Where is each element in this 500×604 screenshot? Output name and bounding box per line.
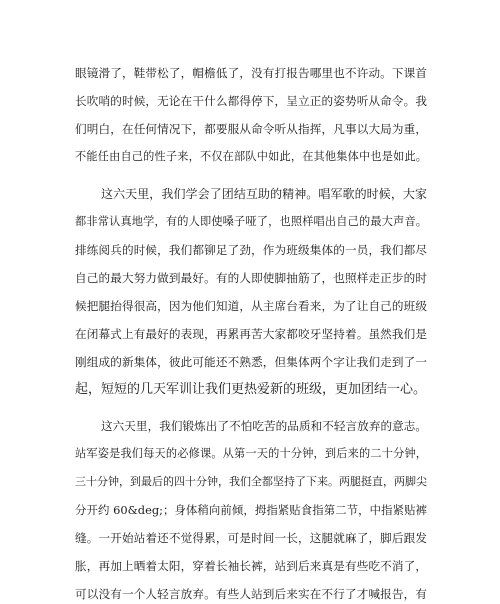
text-line: 在闭幕式上有最好的表现，再累再苦大家都咬牙坚持着。虽然我们是: [75, 327, 427, 341]
text-line: 这六天里，我们学会了团结互助的精神。唱军歌的时候，大家: [101, 187, 427, 201]
text-line: 刚组成的新集体，彼此可能还不熟悉，但集体两个字让我们走到了一: [75, 355, 427, 369]
text-line: 不能任由自己的性子来，不仅在部队中如此，在其他集体中也是如此。: [75, 150, 427, 163]
text-line: 排练阅兵的时候，我们都铆足了劲，作为班级集体的一员，我们都尽: [75, 243, 427, 257]
text-line: 们明白，在任何情况下，都要服从命令听从指挥，凡事以大局为重，: [75, 122, 427, 136]
text-line: 自己的最大努力做到最好。有的人即使脚抽筋了，也照样走正步的时: [75, 271, 427, 285]
text-line: 可以没有一个人轻言放弃。有些人站到后来实在不行了才喊报告，有: [75, 587, 427, 601]
text-line: 都非常认真地学，有的人即使嗓子哑了，也照样唱出自己的最大声音。: [75, 215, 427, 228]
text-line: 站军姿是我们每天的必修课。从第一天的十分钟，到后来的二十分钟，: [75, 447, 427, 460]
text-line: 长吹哨的时候，无论在干什么都得停下，呈立正的姿势听从命令。我: [75, 94, 427, 108]
text-line: 这六天里，我们锻炼出了不怕吃苦的品质和不轻言放弃的意志。: [101, 419, 427, 433]
text-line: 候把腿抬得很高，因为他们知道，从主席台看来，为了让自己的班级: [75, 299, 427, 313]
text-line: 眼镜滑了，鞋带松了，帽檐低了，没有打报告哪里也不许动。下课首: [75, 66, 427, 80]
text-line: 三十分钟，到最后的四十分钟，我们全都坚持了下来。两腿挺直，两脚尖: [75, 475, 427, 488]
text-line: 胀，再加上晒着太阳，穿着长袖长裤，站到后来真是有些吃不消了，: [75, 559, 427, 573]
text-line: 缝。一开始站着还不觉得累，可是时间一长，这腿就麻了，脚后跟发: [75, 531, 427, 545]
text-line: 分开约 60&deg;；身体稍向前倾，拇指紧贴食指第二节，中指紧贴裤: [75, 503, 427, 517]
text-line: 起，短短的几天军训让我们更热爱新的班级，更加团结一心。: [75, 382, 427, 397]
